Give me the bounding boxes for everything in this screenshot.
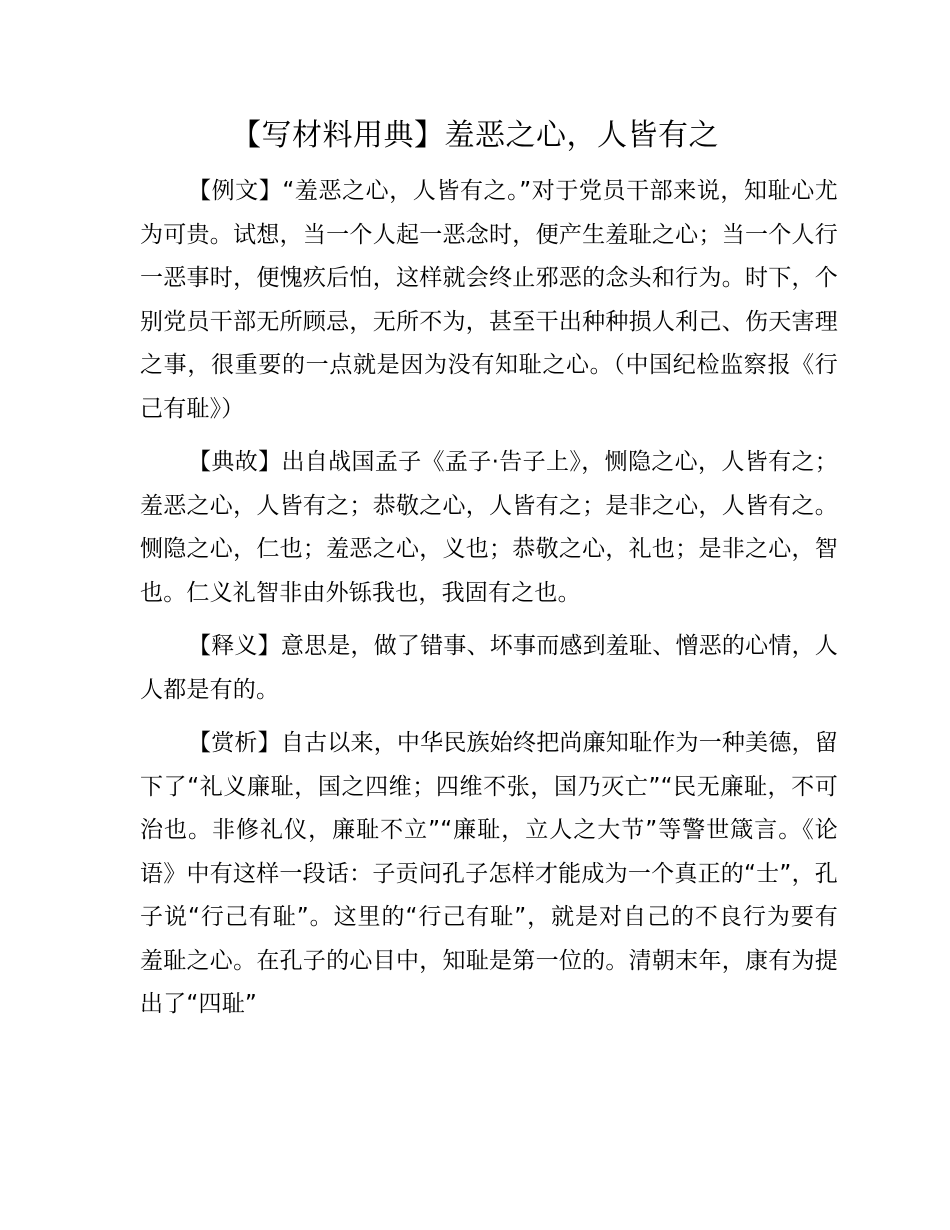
paragraph-text: 意思是，做了错事、坏事而感到羞耻、憎恶的心情，人人都是有的。: [140, 633, 838, 703]
paragraph-text: 出自战国孟子《孟子·告子上》，恻隐之心，人皆有之；羞恶之心，人皆有之；恭敬之心，人皆有之；是非之心，人皆有之。恻隐之心，仁也；羞恶之心，义也；恭敬之心，礼也；是非之心，智也。仁义礼智非由外铄我也，我固有之也。: [140, 449, 838, 606]
paragraph-text: 自古以来，中华民族始终把尚廉知耻作为一种美德，留下了“礼义廉耻，国之四维；四维不张，国乃灭亡”“民无廉耻，不可治也。非修礼仪，廉耻不立”“廉耻，立人之大节”等警世箴言。《论语》中有这样一段话：子贡问孔子怎样才能成为一个真正的“士”，孔子说“行己有耻”。这里的“行己有耻”，就是对自己的不良行为要有羞耻之心。在孔子的心目中，知耻是第一位的。清朝末年，康有为提出了“四耻”: [140, 730, 838, 1017]
paragraph-allusion: [140, 441, 838, 615]
paragraph-tag: 【典故】: [188, 449, 282, 475]
paragraph-example: [140, 170, 838, 431]
paragraph-text: “羞恶之心，人皆有之。”对于党员干部来说，知耻心尤为可贵。试想，当一个人起一恶念时，便产生羞耻之心；当一个人行一恶事时，便愧疚后怕，这样就会终止邪恶的念头和行为。时下，个别党员干部无所顾忌，无所不为，甚至干出种种损人利己、伤天害理之事，很重要的一点就是因为没有知耻之心。（中国纪检监察报《行己有耻》）: [140, 178, 838, 422]
paragraph-meaning: [140, 625, 838, 712]
paragraph-tag: 【释义】: [188, 633, 281, 659]
paragraph-tag: 【赏析】: [188, 730, 281, 756]
document-body: [140, 170, 838, 1037]
page-title: 【写材料用典】羞恶之心，人皆有之: [231, 118, 719, 153]
paragraph-analysis: [140, 722, 838, 1027]
paragraph-tag: 【例文】: [188, 178, 283, 204]
